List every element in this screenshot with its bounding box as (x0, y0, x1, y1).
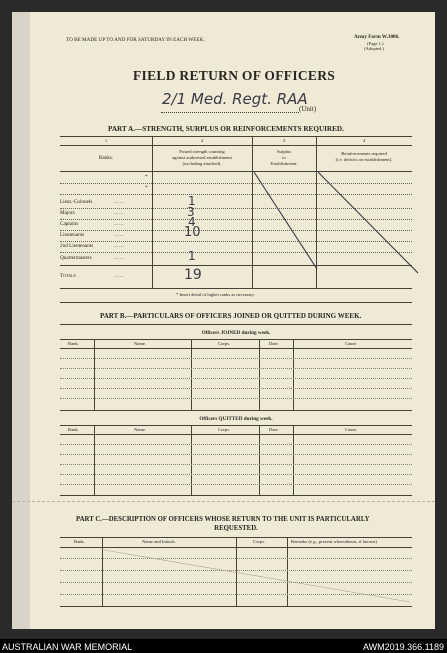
unit-label: (Unit) (299, 105, 317, 113)
quitted-title: Officers QUITTED during week. (199, 416, 273, 422)
col-header-surplus: Surplus (276, 149, 292, 154)
form-id: Army Form W.3006. (354, 34, 400, 40)
col-header-posted: Posted strength counting (179, 149, 225, 154)
rank-label: Majors (60, 210, 75, 216)
star-mark: * (145, 174, 148, 180)
posted-value: 1 (188, 249, 196, 263)
archive-footer (0, 639, 447, 653)
totals-value: 19 (184, 267, 202, 283)
col-cause: Cause. (345, 427, 358, 432)
star-mark: * (145, 185, 148, 191)
col-number-3: 3 (282, 138, 286, 143)
faint-diagonal (12, 12, 435, 629)
col-remarks: Remarks (e.g., present whereabouts, if known) (291, 539, 377, 544)
footnote: * Insert detail of higher ranks as necessary. (176, 292, 256, 297)
col-number-1: 1 (104, 138, 108, 143)
col-number-2: 2 (200, 138, 204, 143)
form-sheet: TO BE MADE UP TO AND FOR SATURDAY IN EACH WEEK. Army Form W.3006. (Page 1.) (Adopted.) FIELD RETURN OF OFFICERS 2/1 Med. Regt. RAA (Unit) PART A.—STRENGTH, SURPLUS OR REINFORCEMENTS REQUIRED. 1 2 3 4 Ranks. Posted strength counting against authorised establishment (excluding attached). Surplus to Establishment. Reinforcements required (i.e. deficits on establishment). * * Lieut.-Colonels ... ... 1 Majors ... ... 3 Captains ... ... 4 Lieutenants ... ... 10 2nd Lieutenants ... ... Quartermasters ... ... 1 Totals ... ... 19 * Insert detail of higher ranks as necessary. PART B.—PARTICULARS OF OFFICERS JOINED OR QUITTED DURING WEEK. Officers JOINED during week. Rank. Name. Corps. Date. Cause. Officers QUITTED during week. Rank. Name. Corps. Date. Cause. PART C.—DESCRIPTION OF OFFICERS WHOSE RETURN TO THE UNIT IS PARTICULARLY REQUESTED. Rank. Name and Initials. Corps. Remarks (e.g., present whereabouts, if known) (12, 12, 435, 629)
rank-label: Captains (60, 221, 79, 227)
header-note: TO BE MADE UP TO AND FOR SATURDAY IN EACH WEEK. (66, 37, 205, 43)
part-b-heading: PART B.—PARTICULARS OF OFFICERS JOINED OR QUITTED DURING WEEK. (100, 312, 362, 320)
posted-value: 1 (188, 194, 196, 208)
rank-label: 2nd Lieutenants (60, 243, 94, 249)
footer-source: AUSTRALIAN WAR MEMORIAL (2, 642, 133, 652)
posted-value: 10 (184, 225, 201, 240)
footer-accession: AWM2019.366.1189 (362, 642, 444, 652)
part-c-heading: PART C.—DESCRIPTION OF OFFICERS WHOSE RETURN TO THE UNIT IS PARTICULARLY (76, 516, 370, 523)
form-adopted: (Adopted.) (364, 46, 385, 51)
col-date: Date. (269, 341, 279, 346)
totals-label: Totals (60, 273, 76, 279)
form-page: (Page 1.) (367, 41, 384, 46)
rank-label: Lieutenants (60, 232, 85, 238)
part-a-heading: PART A.—STRENGTH, SURPLUS OR REINFORCEMENTS REQUIRED. (108, 125, 344, 133)
joined-title: Officers JOINED during week. (201, 330, 271, 336)
rank-label: Lieut.-Colonels (60, 199, 93, 205)
col-rank: Rank. (68, 341, 79, 346)
col-number-4: 4 (362, 138, 366, 143)
unit-handwritten: 2/1 Med. Regt. RAA (162, 90, 308, 108)
col-corps: Corps. (253, 539, 266, 544)
col-header-reinforcements: Reinforcements required (341, 151, 387, 156)
col-rank: Rank. (74, 539, 85, 544)
rank-label: Quartermasters (60, 255, 92, 261)
posted-value: 3 (187, 205, 195, 219)
posted-value: 4 (188, 215, 196, 229)
col-corps: Corps. (218, 427, 231, 432)
col-cause: Cause. (345, 341, 358, 346)
col-name-initials: Name and Initials. (142, 539, 176, 544)
col-name: Name. (134, 427, 147, 432)
col-corps: Corps. (218, 341, 231, 346)
page-title: FIELD RETURN OF OFFICERS (133, 68, 336, 83)
col-name: Name. (134, 341, 147, 346)
col-date: Date. (269, 427, 279, 432)
col-header-ranks: Ranks. (98, 155, 114, 161)
col-rank: Rank. (68, 427, 79, 432)
